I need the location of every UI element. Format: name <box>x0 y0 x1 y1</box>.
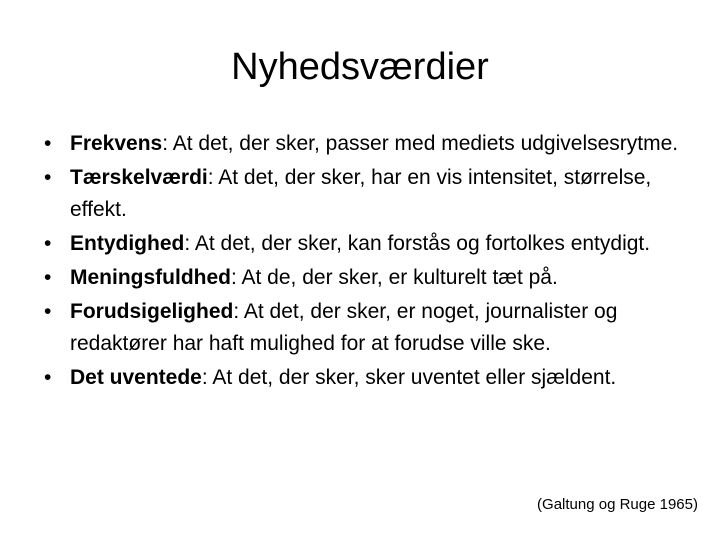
bullet-icon: • <box>44 166 52 189</box>
bullet-term: Frekvens <box>70 132 163 155</box>
bullet-icon: • <box>44 132 52 155</box>
bullet-icon: • <box>44 300 52 323</box>
bullet-list <box>44 128 694 396</box>
bullet-text: : At det, der sker, kan forstås og fortolkes entydigt. <box>184 232 651 255</box>
bullet-item-det-uventede <box>44 362 694 394</box>
bullet-icon: • <box>44 266 52 289</box>
bullet-text: : At det, der sker, er noget, journalister og redaktører har haft mulighed for at forudse ville ske. <box>70 300 618 355</box>
bullet-icon: • <box>44 366 52 389</box>
bullet-term: Det uventede <box>70 366 202 389</box>
bullet-text: : At de, der sker, er kulturelt tæt på. <box>231 266 558 289</box>
bullet-item-entydighed <box>44 228 694 260</box>
bullet-text: : At det, der sker, har en vis intensitet, størrelse, effekt. <box>70 166 652 221</box>
bullet-text: : At det, der sker, sker uventet eller sjældent. <box>201 366 617 389</box>
bullet-text: : At det, der sker, passer med mediets udgivelsesrytme. <box>162 132 679 155</box>
bullet-item-meningsfuldhed <box>44 262 694 294</box>
slide-title: Nyhedsværdier <box>231 46 489 88</box>
bullet-term: Forudsigelighed <box>70 300 234 323</box>
bullet-term: Meningsfuldhed <box>70 266 231 289</box>
bullet-item-frekvens <box>44 128 694 160</box>
citation: (Galtung og Ruge 1965) <box>537 496 698 513</box>
bullet-term: Entydighed <box>70 232 185 255</box>
bullet-icon: • <box>44 232 52 255</box>
bullet-item-forudsigelighed <box>44 296 694 360</box>
bullet-item-taerskelvaerdi <box>44 162 694 226</box>
bullet-term: Tærskelværdi <box>70 166 208 189</box>
